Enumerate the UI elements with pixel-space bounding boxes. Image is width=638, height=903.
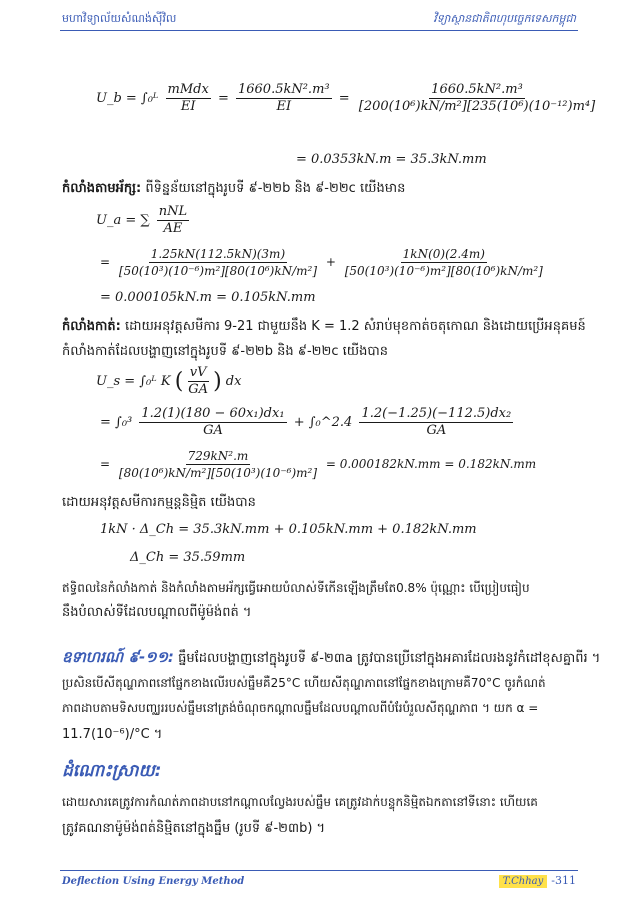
shear-heading-line2: កំលាំងកាត់ដែលបង្ហាញនៅក្នុងរូបទី ៩-២២b និង ៩-២២c យើងបាន (62, 344, 389, 359)
equation-us: U_s = ∫₀ᴸ K ( $\frac{vV}{GA}$ ) dx (96, 365, 242, 397)
example-line-3: ភាពដាបតាមទិសបញ្ឈររបស់ធ្នឹមនៅត្រង់ចំណុចកណ្តាលធ្នឹមដែលបណ្តាលពីបំរែបំរួលសីតុណ្ហភាព ។ យក α = (62, 701, 539, 715)
axial-heading-label: កំលាំងតាមអ័ក្ស: (62, 181, 142, 196)
solution-title: ដំណោះស្រាយ: (62, 761, 162, 781)
ub-lhs: U_b = ∫₀ᴸ (96, 91, 159, 106)
solution-line-2: ត្រូវគណនាម៉ូម៉ង់ពត់និម្មិតនៅក្នុងធ្នឹម (រូបទី ៩-២៣b) ។ (62, 821, 326, 836)
example-line-2: ប្រសិនបើសីតុណ្ហភាពនៅផ្នែកខាងលើរបស់ធ្នឹមគឺ25°C ហើយសីតុណ្ហភាពនៅផ្នែកខាងក្រោមគឺ70°C ចូរកំណត់ (62, 676, 546, 690)
us-terms: = ∫₀³ $\frac{\text{1.2(1)(180 − 60x₁)dx₁}}{GA}$ + ∫₀^2.4 $\frac{\text{1.2(−1.25)(−112.5)dx₂}}{GA}$ (100, 406, 512, 438)
axial-heading-text: ពីទិន្នន័យនៅក្នុងរូបទី ៩-២២b និង ៩-២២c យើងមាន (141, 181, 406, 196)
ua-term-1: $\frac{1.25kN(112.5kN)(3m)}{\text{[50(10³)(10⁻⁶)m²][80(10⁶)kN/m²]}}$ (118, 247, 318, 278)
footer-author: T.Chhay (499, 875, 548, 888)
total-result: Δ_Ch = 35.59mm (130, 550, 246, 565)
note-line-1: ឥទ្ធិពលនៃកំលាំងកាត់ និងកំលាំងតាមអ័ក្សធ្វើអោយបំលាស់ទីកើនឡើងត្រឹមតែ0.8% ប៉ុណ្ណោះ បើប្រៀបធៀប (62, 581, 530, 595)
page-number: -311 (551, 874, 576, 887)
example-line-1: ឧទាហរណ៍ ៩-១១: ធ្នឹមដែលបង្ហាញនៅក្នុងរូបទី ៩-២៣a ត្រូវបានប្រើនៅក្នុងអគារដែលរងនូវកំដៅខុសគ្នាពីរ ។ (62, 648, 601, 666)
ua-frac: $\frac{\text{nNL}}{AE}$ (158, 204, 188, 236)
equation-ub: U_b = ∫₀ᴸ $\frac{\text{mMdx}}{EI}$ = $\frac{\text{1660.5kN².m³}}{EI}$ = $\frac{\text{1660.5kN².m³}}{\text{[200(10⁶)kN/m²][235(10⁶)(10⁻¹²)m⁴]}}$ (96, 82, 596, 114)
ub-frac-2: $\frac{\text{1660.5kN².m³}}{EI}$ (237, 82, 330, 114)
shear-heading-label: កំលាំងកាត់: (62, 319, 121, 334)
solution-line-1: ដោយសារគេត្រូវការកំណត់ភាពដាបនៅកណ្តាលល្វែងរបស់ធ្នឹម គេត្រូវដាក់បន្ទុកនិម្មិតឯកតានៅទីនោះ ហើយគេ (62, 795, 538, 809)
us-term-2: $\frac{\text{1.2(−1.25)(−112.5)dx₂}}{GA}$ (361, 406, 512, 438)
ub-frac-3: $\frac{\text{1660.5kN².m³}}{\text{[200(10⁶)kN/m²][235(10⁶)(10⁻¹²)m⁴]}}$ (358, 82, 596, 114)
note-line-2: នឹងបំលាស់ទីដែលបណ្តាលពីម៉ូម៉ង់ពត់ ។ (62, 605, 252, 620)
axial-heading (62, 180, 405, 199)
example-title: ឧទាហរណ៍ ៩-១១: (62, 648, 174, 666)
conservation-text: ដោយអនុវត្តសមីការកម្មន្តនិម្មិត យើងបាន (62, 495, 256, 510)
footer-divider (60, 870, 578, 871)
footer-chapter: Deflection Using Energy Method (62, 876, 245, 887)
ua-result: = 0.000105kN.m = 0.105kN.mm (100, 290, 316, 305)
header-faculty: មហាវិទ្យាល័យសំណង់ស៊ីវិល (62, 12, 177, 25)
ua-terms: = $\frac{1.25kN(112.5kN)(3m)}{\text{[50(10³)(10⁻⁶)m²][80(10⁶)kN/m²]}}$ + $\frac{1kN(0)(2.4m)}{\text{[50(10³)(10⁻⁶)m²][80(10⁶)kN/m²]}}$ (100, 247, 543, 278)
shear-heading: កំលាំងកាត់: ដោយអនុវត្តសមីការ 9-21 ជាមួយនឹង K = 1.2 សំរាប់មុខកាត់ចតុកោណ និងដោយប្រើអនុគមន៍ (62, 319, 586, 334)
example-line-4: 11.7(10⁻⁶)/°C ។ (62, 727, 163, 742)
us-result: = 0.000182kN.mm = 0.182kN.mm (325, 457, 537, 471)
us-term-1: $\frac{\text{1.2(1)(180 − 60x₁)dx₁}}{GA}$ (141, 406, 285, 438)
ub-frac-1: $\frac{\text{mMdx}}{EI}$ (167, 82, 209, 114)
header-institute: វិទ្យាស្ថានជាតិពហុបច្ចេកទេសកម្ពុជា (433, 12, 576, 25)
equation-ua: U_a = ∑ $\frac{\text{nNL}}{AE}$ (96, 204, 188, 236)
ua-term-2: $\frac{1kN(0)(2.4m)}{\text{[50(10³)(10⁻⁶)m²][80(10⁶)kN/m²]}}$ (344, 247, 543, 278)
header-divider (60, 30, 578, 31)
us-term-3: $\frac{\text{729kN².m}}{\text{[80(10⁶)kN/m²][50(10³)(10⁻⁶)m²]}}$ (118, 449, 318, 480)
us-frac: $\frac{vV}{GA}$ (188, 365, 209, 397)
total-equation: 1kN · Δ_Ch = 35.3kN.mm + 0.105kN.mm + 0.182kN.mm (100, 522, 477, 537)
ub-result: = 0.0353kN.m = 35.3kN.mm (296, 152, 487, 167)
footer-page-info (499, 874, 576, 887)
us-simplified: = $\frac{\text{729kN².m}}{\text{[80(10⁶)kN/m²][50(10³)(10⁻⁶)m²]}}$ = 0.000182kN.mm = 0.182kN.mm (100, 449, 537, 480)
